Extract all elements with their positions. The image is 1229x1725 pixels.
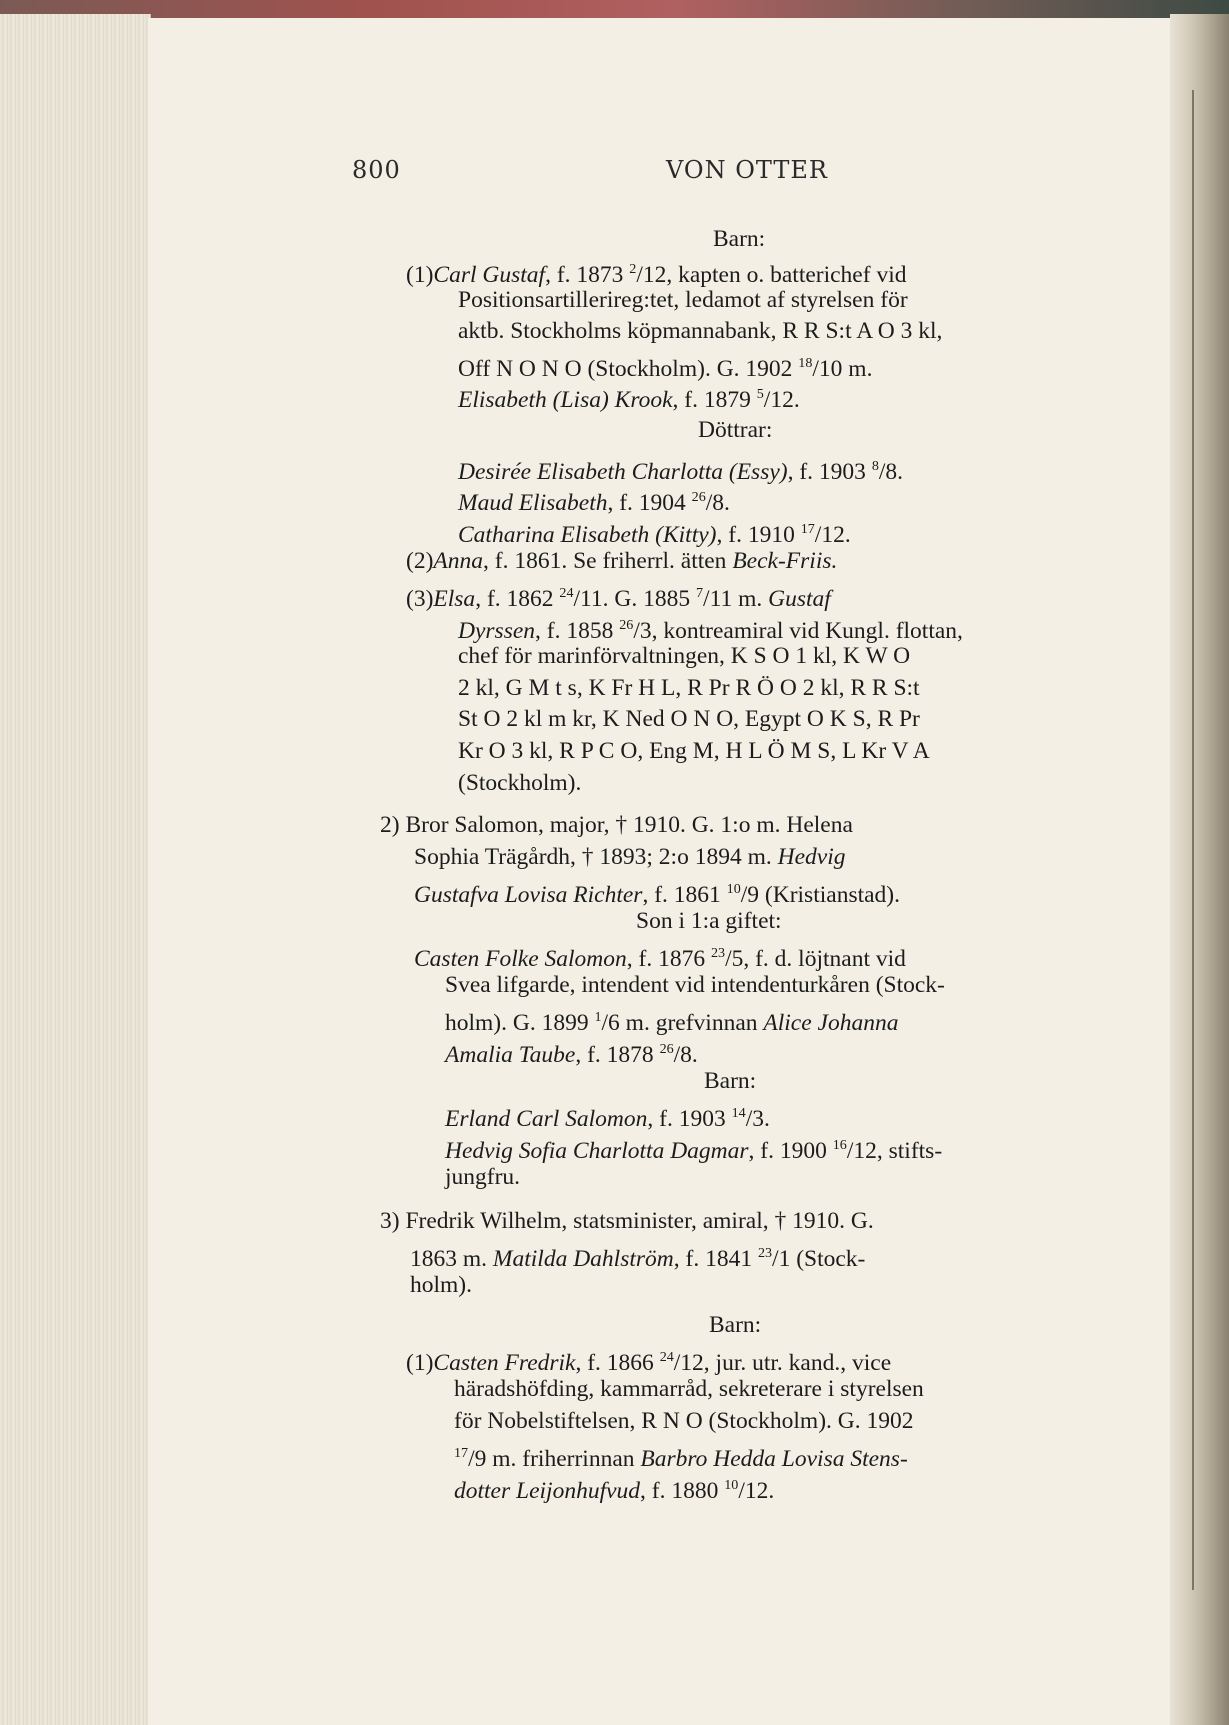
text-line (445, 970, 945, 1000)
text-run: (1) (406, 261, 434, 288)
text-run: 1863 m. (410, 1245, 493, 1272)
italic-name: Hedvig Sofia Charlotta Dagmar (445, 1137, 749, 1164)
text-run: /12, jur. utr. kand., vice (673, 1349, 892, 1376)
italic-name: dotter Leijonhufvud (454, 1477, 641, 1504)
text-run: /10 m. (812, 355, 873, 382)
text-run: /8. (673, 1041, 698, 1068)
italic-name: Alice Johanna (763, 1009, 899, 1036)
superscript: 26 (659, 1041, 674, 1057)
text-line (713, 224, 765, 254)
italic-name: Elsa (433, 585, 476, 612)
text-run: 3) Fredrik Wilhelm, statsminister, amiral, † 1910. G. (380, 1208, 874, 1234)
text-run: /11 m. (703, 585, 769, 612)
text-run: , f. 1878 (575, 1041, 660, 1068)
superscript: 23 (710, 945, 726, 961)
text-run: chef för marinförvaltningen, K S O 1 kl, K W O (458, 643, 911, 669)
italic-name: Anna (433, 548, 484, 574)
text-run: , f. 1910 (716, 521, 801, 548)
text-line (445, 1162, 520, 1192)
text-run: holm). (410, 1272, 473, 1298)
text-run: Döttrar: (698, 417, 773, 443)
text-run: /8. (705, 489, 730, 516)
text-run: Barn: (704, 1068, 757, 1094)
text-line (458, 316, 942, 346)
text-run: , f. 1879 (672, 386, 757, 413)
running-title: VON OTTER (666, 156, 828, 184)
text-run: 2 kl, G M t s, K Fr H L, R Pr R Ö O 2 kl, R R S:t (458, 675, 920, 701)
text-line (454, 1374, 924, 1404)
text-run: , f. 1903 (787, 458, 872, 485)
text-run: , f. 1880 (640, 1477, 725, 1504)
text-run: jungfru. (445, 1164, 521, 1190)
text-run: Off N O N O (Stockholm). G. 1902 (458, 355, 799, 382)
text-run: Sophia Trägårdh, † 1893; 2:o 1894 m. (414, 844, 778, 870)
text-line (445, 1130, 942, 1166)
text-run: /11. G. 1885 (573, 585, 696, 612)
italic-name: Elisabeth (Lisa) Krook (458, 386, 673, 413)
superscript: 2 (629, 261, 637, 277)
text-run: , f. 1873 (545, 261, 630, 288)
superscript: 18 (798, 355, 813, 371)
text-run: (Stockholm). (458, 770, 582, 796)
text-line (458, 514, 851, 550)
superscript: 24 (559, 585, 574, 601)
text-line (445, 1098, 770, 1134)
text-line (454, 1470, 774, 1506)
text-run: /12, stifts- (846, 1137, 943, 1164)
text-run: , f. 1861. Se friherrl. ätten (483, 548, 733, 574)
superscript: 17 (800, 521, 815, 537)
text-line (410, 1238, 865, 1274)
text-run: /12. (763, 386, 800, 413)
text-run: /3. (745, 1105, 770, 1132)
superscript: 10 (724, 1477, 739, 1493)
superscript: 16 (832, 1137, 847, 1153)
text-run: /1 (Stock- (772, 1245, 866, 1272)
text-line (458, 379, 800, 415)
text-run: , f. 1858 (535, 617, 620, 644)
text-line (410, 1270, 472, 1300)
italic-name: Dyrssen (458, 617, 536, 644)
page-stack-edges (0, 14, 151, 1725)
italic-name: Desirée Elisabeth Charlotta (Essy) (458, 458, 788, 485)
italic-name: Amalia Taube (445, 1041, 576, 1068)
italic-name: Beck-Friis. (732, 548, 838, 574)
text-line (414, 938, 906, 974)
text-run: , f. 1900 (748, 1137, 833, 1164)
superscript: 8 (871, 458, 879, 474)
italic-name: Erland Carl Salomon (445, 1105, 648, 1132)
text-line (454, 1406, 914, 1436)
gutter-shadow-line (1192, 90, 1194, 1590)
text-line (709, 1310, 761, 1340)
text-line (458, 768, 581, 798)
book-gutter (1170, 14, 1229, 1725)
text-line (458, 673, 920, 703)
italic-name: Gustaf (768, 585, 831, 612)
text-run: St O 2 kl m kr, K Ned O N O, Egypt O K S, R Pr (458, 706, 920, 732)
text-run: /5, f. d. löjtnant vid (725, 945, 906, 972)
text-line (458, 704, 920, 734)
text-run: 2) Bror Salomon, major, † 1910. G. 1:o m. Helena (380, 812, 853, 838)
text-run: /8. (878, 458, 904, 485)
italic-name: Maud Elisabeth (458, 489, 608, 516)
superscript: 10 (726, 881, 741, 897)
text-run: (3) (406, 585, 434, 612)
text-run: , f. 1862 (475, 585, 560, 612)
text-run: Son i 1:a giftet: (636, 908, 782, 934)
text-run: Positionsartillerireg:tet, ledamot af styrelsen för (458, 287, 908, 313)
italic-name: Matilda Dahlström (492, 1245, 674, 1272)
text-line (414, 842, 845, 872)
text-line (704, 1066, 756, 1096)
text-line (445, 1002, 898, 1038)
text-line (414, 874, 900, 910)
text-run: häradshöfding, kammarråd, sekreterare i styrelsen (454, 1376, 924, 1402)
italic-name: Barbro Hedda Lovisa Stens- (640, 1445, 908, 1472)
italic-name: Casten Folke Salomon (414, 945, 627, 972)
text-run: Kr O 3 kl, R P C O, Eng M, H L Ö M S, L Kr V A (458, 738, 930, 764)
italic-name: Casten Fredrik (433, 1349, 576, 1376)
text-run: Svea lifgarde, intendent vid intendenturkåren (Stock- (445, 972, 945, 998)
text-run: , f. 1841 (673, 1245, 758, 1272)
text-run: /9 (Kristianstad). (740, 881, 900, 908)
text-line (458, 285, 908, 315)
text-line (698, 415, 772, 445)
text-run: /12. (738, 1477, 775, 1504)
text-run: för Nobelstiftelsen, R N O (Stockholm). G. 1902 (454, 1408, 914, 1434)
superscript: 5 (756, 386, 764, 402)
text-line (406, 1342, 891, 1378)
text-run: Barn: (709, 1312, 762, 1338)
text-line (380, 1206, 874, 1236)
superscript: 14 (731, 1105, 746, 1121)
text-run: /9 m. friherrinnan (468, 1445, 641, 1472)
page-number: 800 (352, 156, 401, 184)
superscript: 26 (619, 617, 634, 633)
text-run: , f. 1866 (575, 1349, 660, 1376)
text-run: (1) (406, 1349, 434, 1376)
text-line (380, 810, 853, 840)
text-run: /12. (814, 521, 851, 548)
text-run: , f. 1904 (607, 489, 692, 516)
text-line (445, 1034, 698, 1070)
italic-name: Hedvig (777, 844, 846, 870)
superscript: 24 (659, 1349, 674, 1365)
text-line (636, 906, 782, 936)
text-line (454, 1438, 908, 1474)
superscript: 7 (696, 585, 704, 601)
text-line (458, 736, 930, 766)
superscript: 1 (594, 1009, 602, 1025)
text-run: /12, kapten o. batterichef vid (636, 261, 907, 288)
text-run: , f. 1861 (642, 881, 727, 908)
text-run: (2) (406, 548, 434, 574)
text-line (458, 641, 910, 671)
text-line (406, 546, 837, 576)
text-run: , f. 1903 (647, 1105, 732, 1132)
superscript: 23 (757, 1245, 773, 1261)
italic-name: Catharina Elisabeth (Kitty) (458, 521, 717, 548)
text-run: , f. 1876 (626, 945, 711, 972)
italic-name: Carl Gustaf (433, 261, 546, 288)
text-run: Barn: (713, 226, 766, 252)
text-line (458, 482, 730, 518)
text-line (406, 578, 831, 614)
text-run: holm). G. 1899 (445, 1009, 595, 1036)
superscript: 26 (691, 489, 706, 505)
text-run: aktb. Stockholms köpmannabank, R R S:t A O 3 kl, (458, 318, 943, 344)
italic-name: Gustafva Lovisa Richter (414, 881, 643, 908)
text-run: /3, kontreamiral vid Kungl. flottan, (633, 617, 963, 644)
text-run: /6 m. grefvinnan (601, 1009, 764, 1036)
superscript: 17 (454, 1445, 469, 1461)
